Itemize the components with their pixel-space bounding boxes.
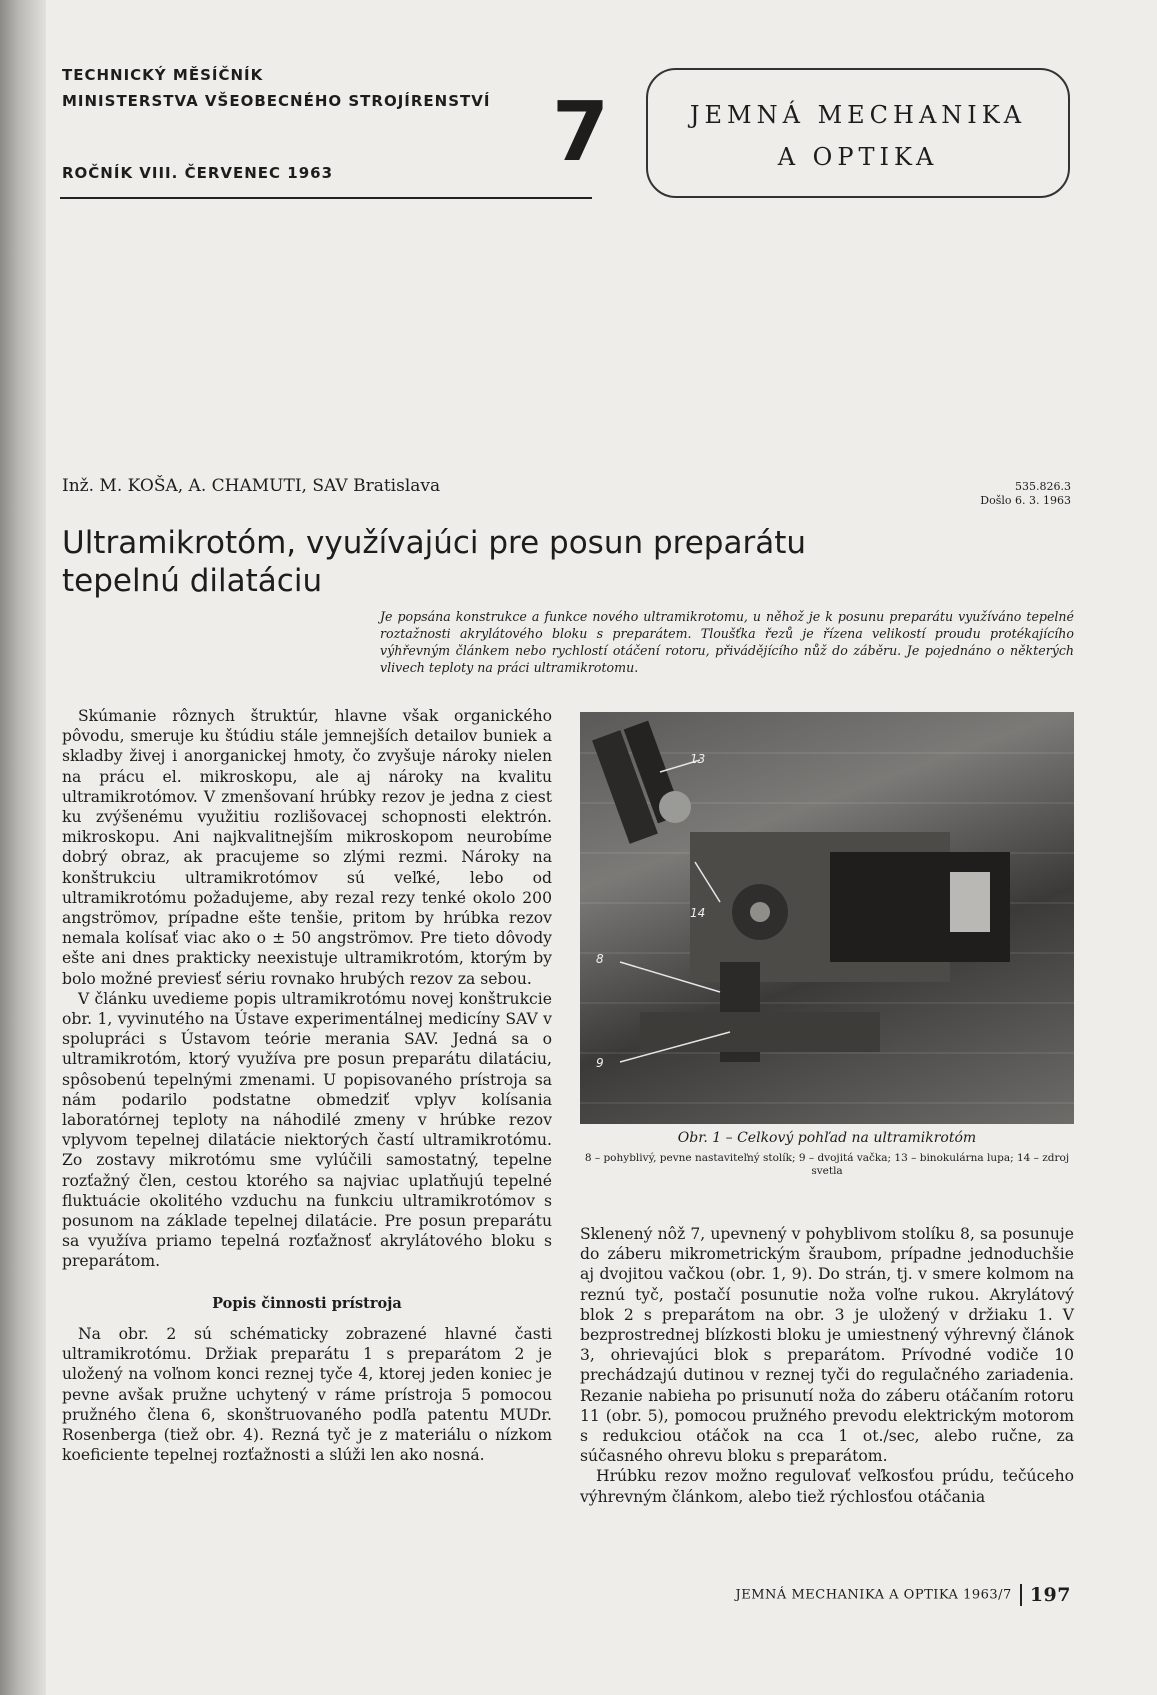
binding-shadow — [0, 0, 46, 1695]
paragraph: Hrúbku rezov možno regulovať veľkosťou prúdu, tečúceho výhrevným článkom, alebo tiež rýchlosťou otáčania — [580, 1467, 1074, 1506]
udc-code: 535.826.3 — [1015, 480, 1071, 493]
right-column — [580, 1224, 1074, 1507]
journal-title-line-1: JEMNÁ MECHANIKA — [689, 101, 1027, 129]
article-udc — [980, 480, 1071, 508]
left-column — [62, 706, 552, 1465]
figure-1-photo — [580, 712, 1074, 1124]
issue-number: 7 — [552, 85, 610, 180]
paragraph: V článku uvedieme popis ultramikrotómu novej konštrukcie obr. 1, vyvinutého na Ústave experimentálnej medicíny SAV v spolupráci s Ústavom teórie merania SAV. Jedná sa o ultramikrotóm, ktorý využíva pre posun preparátu dilatáciu, spôsobenú tepelnými zmenami. U popisovaného prístroja sa nám podarilo podstatne obmedziť vplyv kolísania laboratórnej teploty na náhodilé zmeny v hrúbke rezov vplyvom tepelnej dilatácie niektorých častí ultramikrotómu. Zo zostavy mikrotómu sme vylúčili samostatný, tepelne rozťažný člen, cestou ktorého sa najviac uplatňujú tepelné fluktuácie okolitého vzduchu na funkciu ultramikrotómov s posunom na základe tepelnej dilatácie. Pre posun preparátu sa využíva priamo tepelná rozťažnosť akrylátového bloku s preparátom. — [62, 989, 552, 1271]
journal-title-box — [646, 68, 1070, 198]
section-title: Popis činnosti prístroja — [212, 1294, 402, 1312]
received-date: Došlo 6. 3. 1963 — [980, 494, 1071, 507]
paragraph: Sklenený nôž 7, upevnený v pohyblivom stolíku 8, sa posunuje do záberu mikrometrickým šraubom, prípadne jednoduchšie aj dvojitou vačkou (obr. 1, 9). Do strán, tj. v smere kolmom na reznú tyč, postačí posunutie noža voľne rukou. Akrylátový blok 2 s preparátom na obr. 3 je uložený v držiaku 1. V bezprostrednej blízkosti bloku je umiestnený výhrevný článok 3, ohrievajúci blok s preparátom. Prívodné vodiče 10 prechádzajú dutinou v reznej tyči do regulačného zariadenia. Rezanie nabieha po prisunutí noža do záberu otáčaním rotoru 11 (obr. 5), pomocou pružného prevodu elektrickým motorom s redukciou otáčok na cca 1 ot./sec, alebo ručne, za súčasného ohrevu bloku s preparátom. — [580, 1225, 1074, 1466]
paragraph: Skúmanie rôznych štruktúr, hlavne však organického pôvodu, smeruje ku štúdiu stále jemnejších detailov buniek a skladby živej i anorganickej hmoty, čo zvyšuje nároky nielen na prácu el. mikroskopu, ale aj nároky na kvalitu ultramikrotómov. V zmenšovaní hrúbky rezov je jedna z ciest ku zvýšenému využitiu rozlišovacej schopnosti elektrón. mikroskopu. Ani najkvalitnejším mikroskopom neurobíme dobrý obraz, ak pracujeme so zlými rezmi. Nároky na konštrukciu ultramikrotómov sú veľké, lebo od ultramikrotómu požadujeme, aby rezal rezy tenké okolo 200 angströmov, prípadne ešte tenšie, pritom by hrúbka rezov nemala kolísať viac ako o ± 50 angströmov. Pre tieto dôvody ešte ani dnes prakticky neexistuje ultramikrotóm, ktorým by bolo možné previesť sériu rovnako hrubých rezov za sebou. — [62, 707, 552, 988]
article-title: Ultramikrotóm, využívajúci pre posun preparátu tepelnú dilatáciu — [62, 525, 806, 599]
article-authors: Inž. M. KOŠA, A. CHAMUTI, SAV Bratislava — [62, 476, 441, 496]
figure-label-13: 13 — [690, 752, 706, 766]
footer-separator — [1020, 1584, 1022, 1606]
microtome-illustration — [580, 712, 1074, 1124]
figure-label-9: 9 — [596, 1056, 604, 1070]
figure-label-14: 14 — [690, 906, 706, 920]
header-line-1: TECHNICKÝ MĚSÍČNÍK — [62, 66, 264, 84]
page-footer — [736, 1584, 1071, 1606]
journal-title-line-2: A OPTIKA — [777, 143, 939, 171]
figure-caption — [580, 1130, 1074, 1178]
header-line-3: ROČNÍK VIII. ČERVENEC 1963 — [62, 164, 334, 182]
figure-label-8: 8 — [596, 952, 604, 966]
caption-text: 8 – pohyblivý, pevne nastaviteľný stolík; 9 – dvojitá vačka; 13 – binokulárna lupa; 14 – zdroj svetla — [584, 1152, 1070, 1177]
header-line-2: MINISTERSTVA VŠEOBECNÉHO STROJÍRENSTVÍ — [62, 92, 491, 110]
header-rule — [60, 197, 592, 199]
page-number: 197 — [1029, 1584, 1071, 1606]
article-abstract: Je popsána konstrukce a funkce nového ultramikrotomu, u něhož je k posunu preparátu využíváno tepelné roztažnosti akrylátového bloku s preparátem. Tloušťka řezů je řízena velikostí proudu protékajícího výhřevným článkem nebo rychlostí otáčení rotoru, přivádějícího nůž do záběru. Je pojednáno o některých vlivech teploty na práci ultramikrotomu. — [380, 609, 1074, 675]
caption-title: Obr. 1 – Celkový pohľad na ultramikrotóm — [677, 1130, 977, 1146]
footer-source: JEMNÁ MECHANIKA A OPTIKA 1963/7 — [735, 1587, 1012, 1603]
paragraph: Na obr. 2 sú schématicky zobrazené hlavné časti ultramikrotómu. Držiak preparátu 1 s preparátom 2 je uložený na voľnom konci reznej tyče 4, ktorej jeden koniec je pevne avšak pružne uchytený v ráme prístroja 5 pomocou pružného člena 6, skonštruovaného podľa patentu MUDr. Rosenberga (tiež obr. 4). Rezná tyč je z materiálu o nízkom koeficiente tepelnej rozťažnosti a slúži len ako nosná. — [62, 1324, 552, 1465]
